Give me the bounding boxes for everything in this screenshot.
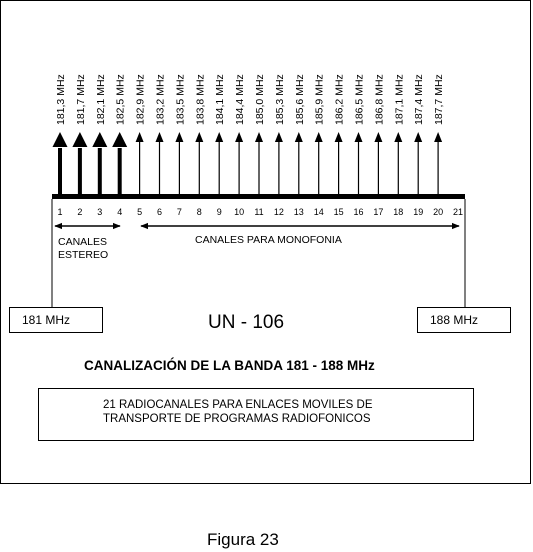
designation-label: UN - 106 [208,312,285,333]
channel-number: 1 [57,207,63,217]
mono-channel-arrow [295,132,303,194]
channel-number: 3 [97,207,103,217]
channel-number: 7 [176,207,182,217]
channel-number: 5 [137,207,143,217]
mono-channel-arrow [255,132,263,194]
channel-frequency-label: 181,3 MHz [55,74,67,125]
channel-frequency-label: 186,8 MHz [373,74,386,125]
band-start-label: 181 MHz [22,313,71,327]
description-line-2: TRANSPORTE DE PROGRAMAS RADIOFONICOS [103,413,371,425]
channel-number: 14 [313,207,324,217]
channel-number: 20 [433,207,444,217]
mono-channel-arrow [136,132,144,194]
stereo-channel-arrow [92,132,107,194]
stereo-channel-arrow [112,132,127,194]
channel-number: 18 [393,207,404,217]
channel-frequency-label: 183,5 MHz [174,74,187,125]
mono-channel-arrow [175,132,183,194]
description-line-1: 21 RADIOCANALES PARA ENLACES MOVILES DE [103,399,373,411]
channel-frequency-label: 185,0 MHz [254,74,266,125]
mono-channel-arrow [434,132,442,194]
channel-frequency-label: 187,4 MHz [413,74,426,125]
band-baseline [52,194,465,199]
channel-number: 4 [117,207,123,217]
mono-channel-arrow [275,132,283,194]
channel-number: 9 [216,207,222,217]
stereo-label-line2: ESTEREO [58,249,109,261]
channel-number: 6 [156,207,163,217]
channel-frequency-label: 182,1 MHz [94,74,107,125]
channel-frequency-label: 184,1 MHz [214,74,227,125]
mono-channel-arrow [156,132,164,194]
channel-number: 12 [273,207,284,217]
channel-number: 8 [196,207,202,217]
mono-channel-arrow [414,132,422,194]
channel-number: 2 [77,207,83,217]
band-end-box [417,307,511,333]
channel-frequency-label: 183,8 MHz [194,74,207,125]
channel-frequency-label: 185,3 MHz [273,74,286,125]
channel-frequency-label: 186,2 MHz [333,74,346,125]
channel-frequency-label: 184,4 MHz [234,74,247,125]
band-start-box [9,307,103,333]
mono-channel-arrow [374,132,382,194]
channel-number: 11 [254,207,264,217]
channel-number: 16 [353,207,364,217]
channel-frequency-label: 187,7 MHz [433,74,446,125]
mono-label: CANALES PARA MONOFONIA [195,234,342,246]
channel-frequency-label: 185,6 MHz [293,74,306,125]
channel-number: 13 [293,207,304,217]
stereo-channel-arrow [72,132,87,194]
channel-number: 15 [333,207,344,217]
channel-number: 19 [413,207,424,217]
description-box [38,388,474,441]
channel-number: 10 [234,207,245,217]
figure-caption: Figura 23 [207,530,279,549]
stereo-channel-arrow [53,132,68,194]
mono-channel-arrow [355,132,363,194]
mono-channel-arrow [215,132,223,194]
channel-frequency-label: 181,7 MHz [74,74,87,125]
band-title: CANALIZACIÓN DE LA BANDA 181 - 188 MHz [84,358,375,373]
mono-channel-arrow [235,132,243,194]
mono-channel-arrow [195,132,203,194]
channel-frequency-label: 182,9 MHz [134,74,147,125]
band-end-label: 188 MHz [430,313,479,327]
channel-frequency-label: 185,9 MHz [313,74,326,125]
channel-frequency-label: 187,1 MHz [393,74,406,125]
channel-number: 17 [373,207,384,217]
channel-frequency-label: 186,5 MHz [353,74,366,125]
channel-frequency-label: 182,5 MHz [114,74,127,125]
mono-channel-arrow [335,132,343,194]
mono-channel-arrow [394,132,402,194]
channel-frequency-label: 183,2 MHz [154,74,167,125]
mono-channel-arrow [315,132,323,194]
stereo-label-line1: CANALES [58,236,108,248]
channel-number: 21 [452,207,464,217]
